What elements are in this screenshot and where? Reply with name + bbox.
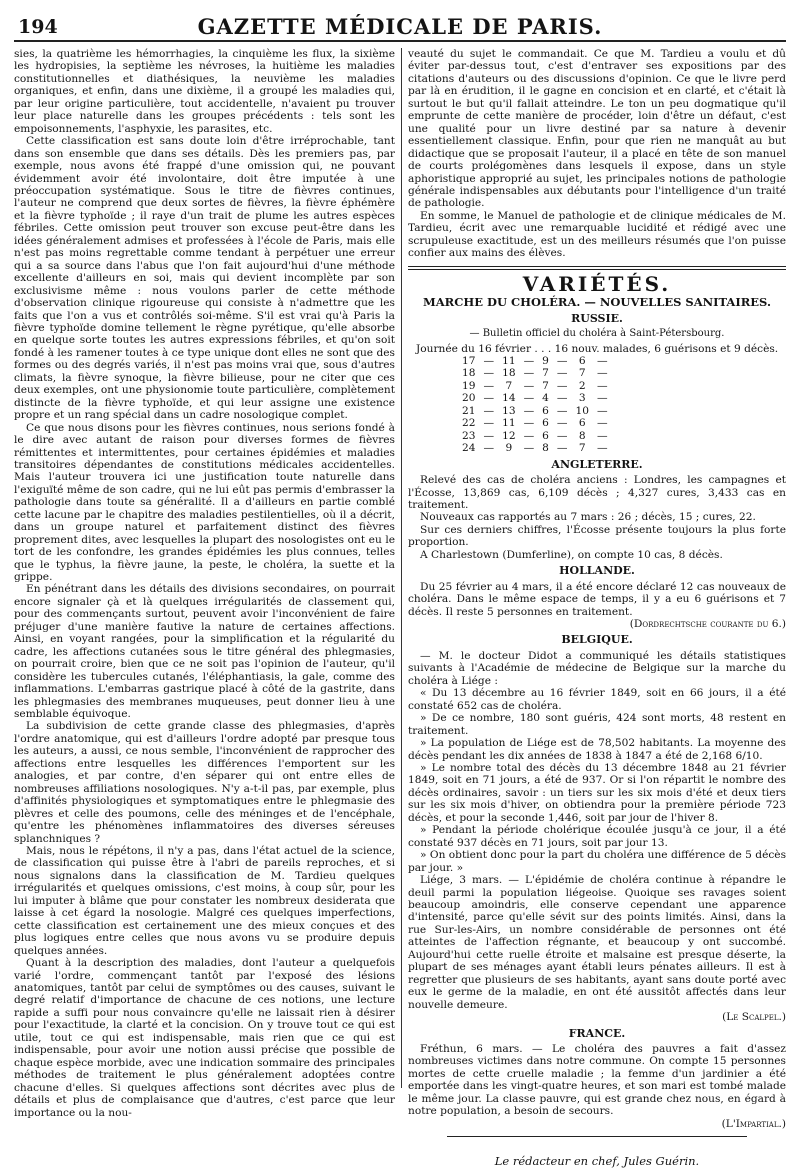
table-cell-separator: — xyxy=(483,429,495,442)
table-cell-separator: — xyxy=(556,354,568,367)
table-cell-day: 22 xyxy=(462,417,476,430)
table-cell-separator: — xyxy=(596,392,608,405)
table-cell-separator: — xyxy=(483,367,495,380)
left-column xyxy=(14,48,395,1119)
table-cell-separator: — xyxy=(556,367,568,380)
table-row xyxy=(458,442,612,454)
table-row xyxy=(458,355,612,367)
table-cell-separator: — xyxy=(483,417,495,430)
table-cell-malades: 18 xyxy=(502,367,516,380)
table-cell-separator: — xyxy=(483,404,495,417)
section-subtitle: MARCHE DU CHOLÉRA. — NOUVELLES SANITAIRES. xyxy=(423,295,771,310)
bulletin-first-row: Journée du 16 février . . . 16 nouv. malades, 6 guérisons et 9 décès. xyxy=(416,342,779,355)
table-cell-separator: — xyxy=(596,429,608,442)
paragraph: — M. le docteur Didot a communiqué les détails statistiques suivants à l'Académie de médecine de Belgique sur la marche du choléra à Liége : xyxy=(408,649,786,687)
table-cell-malades: 12 xyxy=(502,429,516,442)
paragraph: A Charlestown (Dumferline), on compte 10 cas, 8 décès. xyxy=(420,548,723,561)
table-cell-separator: — xyxy=(523,379,535,392)
table-cell-separator: — xyxy=(523,404,535,417)
table-cell-separator: — xyxy=(556,392,568,405)
table-cell-malades: 11 xyxy=(502,354,516,367)
table-cell-separator: — xyxy=(483,442,495,455)
right-column xyxy=(408,48,786,1168)
paragraph: Sur ces derniers chiffres, l'Écosse présente toujours la plus forte proportion. xyxy=(408,523,786,549)
journal-title: GAZETTE MÉDICALE DE PARIS. xyxy=(197,14,603,39)
table-cell-separator: — xyxy=(523,417,535,430)
table-row xyxy=(458,405,612,417)
table-cell-separator: — xyxy=(596,442,608,455)
paragraph: Quant à la description des maladies, dont l'auteur a quelquefois varié l'ordre, commençant tantôt par l'exposé des lésions anatomiques, tantôt par celui de symptômes ou des causes, suivant le degré relatif d'importance de chacune de ces notions, une lecture rapide a suffi pour nous convaincre qu'elle ne laissait rien à désirer pour l'exactitude, la clarté et la concision. On y trouve tout ce qui est utile, tout ce qui est indispensable, mais rien que ce qui est indispensable, pour avoir une notion aussi précise que possible de chaque espèce morbide, avec une indication sommaire des principales méthodes de traitement le plus généralement adoptées contre chacune d'elles. Si quelques affections sont décrites avec plus de détails et plus de complaisance que d'autres, c'est parce que leur importance ou la nou- xyxy=(14,957,395,1119)
paragraph: En pénétrant dans les détails des divisions secondaires, on pourrait encore signaler çà et là quelques irrégularités de classement qui, pour des commençants surtout, peuvent avoir l'inconvénient de faire préjuger d'une manière fautive la nature de certaines affections. Ainsi, en voyant rangées, pour la simplification et la régularité du cadre, les affections cutanées sous le titre général des phlegmasies, on pourrait croire, bien que ce ne soit pas l'opinion de l'auteur, qu'il considère les tubercules cutanés, l'éléphantiasis, la gale, comme des inflammations. L'embarras gastrique placé à côté de la gastrite, dans les phlegmasies des membranes muqueuses, peut donner lieu à une semblable équivoque. xyxy=(14,583,395,721)
paragraph: Fréthun, 6 mars. — Le choléra des pauvres a fait d'assez nombreuses victimes dans notre commune. On compte 15 personnes mortes de cette cruelle maladie ; la femme d'un jardinier a été emportée dans les vingt-quatre heures, et son mari est tombé malade le même jour. La classe pauvre, qui est grande chez nous, en égard à notre population, a besoin de secours. xyxy=(408,1042,786,1118)
country-heading-angleterre: ANGLETERRE. xyxy=(551,457,643,471)
paragraph: « Du 13 décembre au 16 février 1849, soit en 66 jours, il a été constaté 652 cas de choléra. xyxy=(408,687,786,712)
country-heading-france: FRANCE. xyxy=(568,1026,626,1040)
table-row xyxy=(458,392,612,404)
column-rule xyxy=(401,48,402,1088)
table-cell-separator: — xyxy=(556,404,568,417)
table-cell-separator: — xyxy=(596,417,608,430)
country-heading-belgique: BELGIQUE. xyxy=(561,633,633,647)
paragraph: » La population de Liége est de 78,502 habitants. La moyenne des décès pendant les dix années de 1838 à 1847 a été de 2,168 6/10. xyxy=(408,737,786,762)
paragraph: » Le nombre total des décès du 13 décembre 1848 au 21 février 1849, soit en 71 jours, a été de 937. Or si l'on répartit le nombre des décès ordinaires, savoir : un tiers sur les six mois d'été et deux tiers sur les six mois d'hiver, on obtiendra pour la première période 723 décès, et pour la seconde 1,446, soit par jour de l'hiver 8. xyxy=(408,762,786,824)
paragraph: Du 25 février au 4 mars, il a été encore déclaré 12 cas nouveaux de choléra. Dans le même espace de temps, il y a eu 6 guérisons et 7 décès. Il reste 5 personnes en traitement. xyxy=(408,580,786,618)
table-cell-malades: 9 xyxy=(505,442,513,455)
paragraph: En somme, le Manuel de pathologie et de clinique médicales de M. Tardieu, écrit avec une remarquable lucidité et rédigé avec une scrupuleuse exactitude, est un des meilleurs résumés que l'on puisse confier aux mains des élèves. xyxy=(408,209,786,260)
table-cell-guerisons: 6 xyxy=(542,404,549,417)
table-cell-separator: — xyxy=(556,429,568,442)
table-cell-day: 20 xyxy=(462,392,476,405)
table-cell-day: 24 xyxy=(462,442,476,455)
table-cell-day: 23 xyxy=(462,429,476,442)
table-cell-separator: — xyxy=(596,404,608,417)
paragraph: Mais, nous le répétons, il n'y a pas, dans l'état actuel de la science, de classification qui puisse être à l'abri de pareils reproches, et si nous signalons dans la classification de M. Tardieu quelques irrégularités et quelques omissions, c'est moins, à coup sûr, pour les lui imputer à blâme que pour constater les nombreux desiderata que laisse à cet égard la nosologie. Malgré ces quelques imperfections, cette classification est certainement une des mieux conçues et des plus logiques entre celles que nous avons vu se produire depuis quelques années. xyxy=(14,845,395,957)
table-cell-malades: 7 xyxy=(505,379,513,392)
editor-signature: Le rédacteur en chef, Jules Guérin. xyxy=(494,1154,700,1168)
section-title: VARIÉTÉS. xyxy=(522,271,672,296)
table-cell-malades: 11 xyxy=(502,417,516,430)
end-rule xyxy=(447,1136,747,1137)
table-cell-deces: 2 xyxy=(578,379,586,392)
table-row xyxy=(458,430,612,442)
table-cell-deces: 8 xyxy=(578,429,586,442)
paragraph: » On obtient donc pour la part du choléra une différence de 5 décès par jour. » xyxy=(408,849,786,874)
paragraph: » De ce nombre, 180 sont guéris, 424 sont morts, 48 restent en traitement. xyxy=(408,712,786,737)
source-citation: (Le Scalpel.) xyxy=(722,1011,786,1024)
table-cell-deces: 6 xyxy=(578,354,586,367)
page-header xyxy=(14,10,786,42)
paragraph: Nouveaux cas rapportés au 7 mars : 26 ; décès, 15 ; cures, 22. xyxy=(420,511,756,524)
table-cell-separator: — xyxy=(556,442,568,455)
table-cell-malades: 13 xyxy=(502,404,516,417)
table-cell-separator: — xyxy=(523,429,535,442)
paragraph: Relevé des cas de choléra anciens : Londres, les campagnes et l'Écosse, 13,869 cas, 6,109 décès ; 4,327 cures, 3,433 cas en traitement. xyxy=(408,474,786,511)
table-row xyxy=(458,417,612,429)
table-cell-separator: — xyxy=(523,392,535,405)
table-cell-separator: — xyxy=(596,354,608,367)
table-cell-guerisons: 8 xyxy=(542,442,549,455)
bulletin-title: — Bulletin officiel du choléra à Saint-Pétersbourg. xyxy=(469,328,725,340)
table-cell-separator: — xyxy=(523,354,535,367)
table-cell-guerisons: 9 xyxy=(542,354,549,367)
table-cell-day: 19 xyxy=(462,379,476,392)
table-cell-separator: — xyxy=(523,442,535,455)
table-cell-guerisons: 7 xyxy=(542,367,549,380)
table-cell-separator: — xyxy=(483,379,495,392)
table-cell-day: 18 xyxy=(462,367,476,380)
table-cell-guerisons: 4 xyxy=(542,392,549,405)
table-cell-deces: 7 xyxy=(578,442,586,455)
table-row xyxy=(458,367,612,379)
country-heading-hollande: HOLLANDE. xyxy=(559,564,635,578)
country-heading-russie: RUSSIE. xyxy=(571,311,623,325)
paragraph: sies, la quatrième les hémorrhagies, la cinquième les flux, la sixième les hydropisies, la septième les névroses, la huitième les maladies constitutionnelles et diathésiques, la neuvième les maladies organiques, et enfin, dans une dixième, il a groupé les maladies qui, par leur origine particulière, tout accidentelle, n'avaient pu trouver leur place naturelle dans les groupes précédents : tels sont les empoisonnements, l'asphyxie, les parasites, etc. xyxy=(14,48,395,135)
table-cell-separator: — xyxy=(523,367,535,380)
paragraph: veauté du sujet le commandait. Ce que M. Tardieu a voulu et dû éviter par-dessus tout, c'est d'entraver ses expositions par des citations d'auteurs ou des discussions d'opinion. Ce que le livre perd par là en érudition, il le gagne en concision et en clarté, et c'était là surtout le but qu'il fallait atteindre. Le ton un peu dogmatique qu'il emprunte de cette manière de procéder, loin d'être un défaut, c'est une qualité pour un livre destiné par sa nature à devenir essentiellement classique. Enfin, pour que rien ne manquât au but didactique que se proposait l'auteur, il a placé en tête de son manuel de courts prolégomènes dans lesquels il expose, dans un style aphoristique approprié au sujet, les principales notions de pathologie générale indispensables aux débutants pour l'intelligence d'un traité de pathologie. xyxy=(408,48,786,210)
table-cell-separator: — xyxy=(596,367,608,380)
table-cell-deces: 10 xyxy=(575,404,589,417)
table-cell-deces: 6 xyxy=(578,417,586,430)
section-separator xyxy=(408,266,786,270)
table-cell-guerisons: 7 xyxy=(542,379,549,392)
source-citation: (Dordrechtsche courante du 6.) xyxy=(629,618,786,631)
paragraph: Liége, 3 mars. — L'épidémie de choléra continue à répandre le deuil parmi la population liégeoise. Quoique ses ravages soient beaucoup amoindris, elle conserve cependant une apparence d'intensité, parce qu'elle sévit sur des points limités. Ainsi, dans la rue Sur-les-Airs, un nombre considérable de personnes ont été atteintes de l'affection régnante, et beaucoup y ont succombé. Aujourd'hui cette ruelle étroite et malsaine est presque déserte, la plupart de ses ménages ayant établi leurs pénates ailleurs. Il est à regretter que plusieurs de ses habitants, ayant sans doute porté avec eux le germe de la maladie, en ont été aussitôt affectés dans leur nouvelle demeure. xyxy=(408,874,786,1011)
cholera-table xyxy=(458,355,612,455)
table-cell-guerisons: 6 xyxy=(542,417,549,430)
table-cell-deces: 7 xyxy=(578,367,586,380)
table-cell-separator: — xyxy=(596,379,608,392)
table-row xyxy=(458,380,612,392)
table-cell-separator: — xyxy=(483,392,495,405)
source-citation: (L'Impartial.) xyxy=(721,1117,786,1130)
paragraph: La subdivision de cette grande classe des phlegmasies, d'après l'ordre anatomique, qui est d'ailleurs l'ordre adopté par presque tous les auteurs, a aussi, ce nous semble, l'inconvénient de rapprocher des affections entre lesquelles les différences l'emportent sur les analogies, et par contre, d'en séparer qui ont entre elles de nombreuses affiliations nosologiques. N'y a-t-il pas, par exemple, plus d'affinités physiologiques et symptomatiques entre le phlegmasie des plèvres et celle des poumons, celle des méninges et de l'encéphale, qu'entre les phénomènes inflammatoires des diverses séreuses splanchniques ? xyxy=(14,720,395,845)
table-cell-day: 17 xyxy=(462,354,476,367)
paragraph: Cette classification est sans doute loin d'être irréprochable, tant dans son ensemble que dans ses détails. Dès les premiers pas, par exemple, nous avons été frappé d'une omission qui, ne pouvant évidemment avoir été involontaire, doit être imputée à une préoccupation systématique. Sous le titre de fièvres continues, l'auteur ne comprend que deux sortes de fièvres, la fièvre éphémère et la fièvre typhoïde ; il raye d'un trait de plume les autres espèces fébriles. Cette omission peut trouver son excuse peut-être dans les idées généralement admises et professées à l'école de Paris, mais elle n'est pas moins regrettable comme tendant à perpétuer une erreur qui a sa source dans l'abus que l'on fait aujourd'hui d'une méthode excellente d'ailleurs en soi, mais qui devient incomplète par son exclusivisme même : nous voulons parler de cette méthode d'observation clinique rigoureuse qui consiste à n'admettre que les faits que l'on a vus et contrôlés soi-même. S'il est vrai qu'à Paris la fièvre typhoïde domine tellement le règne pyrétique, qu'elle absorbe en quelque sorte toutes les autres expressions fébriles, et qu'on soit fondé à les ramener toutes à ce type unique dont elles ne sont que des formes ou des degrés variés, il n'est pas moins vrai que, sous d'autres climats, la fièvre synoque, la fièvre bilieuse, pour ne citer que ces deux exemples, ont une physionomie toute particulière, complètement distincte de la fièvre typhoïde, et qui leur assigne une existence propre et un rang spécial dans un cadre nosologique complet. xyxy=(14,135,395,422)
table-cell-malades: 14 xyxy=(502,392,516,405)
table-cell-separator: — xyxy=(556,417,568,430)
table-cell-deces: 3 xyxy=(578,392,586,405)
table-cell-guerisons: 6 xyxy=(542,429,549,442)
paragraph: Ce que nous disons pour les fièvres continues, nous serions fondé à le dire avec autant de raison pour diverses formes de fièvres rémittentes et intermittentes, pour certaines épidémies et maladies transitoires dépendantes de constitutions médicales accidentelles. Mais l'auteur trouvera ici une justification toute naturelle dans l'exiguïté même de son cadre, qui ne lui eût pas permis d'embrasser la pathologie dans toute sa généralité. Il a d'ailleurs en partie comblé cette lacune par le chapitre des maladies pestilentielles, où il a décrit, dans un groupe naturel et parfaitement distinct des fièvres proprement dites, avec lesquelles la plupart des nosologistes ont eu le tort de les confondre, les grandes épidémies les plus connues, telles que le typhus, la fièvre jaune, la peste, le choléra, la suette et la grippe. xyxy=(14,421,395,584)
paragraph: » Pendant la période cholérique écoulée jusqu'à ce jour, il a été constaté 937 décès en 71 jours, soit par jour 13. xyxy=(408,824,786,849)
table-cell-separator: — xyxy=(556,379,568,392)
table-cell-day: 21 xyxy=(462,404,476,417)
table-cell-separator: — xyxy=(483,354,495,367)
page-number: 194 xyxy=(18,16,58,38)
